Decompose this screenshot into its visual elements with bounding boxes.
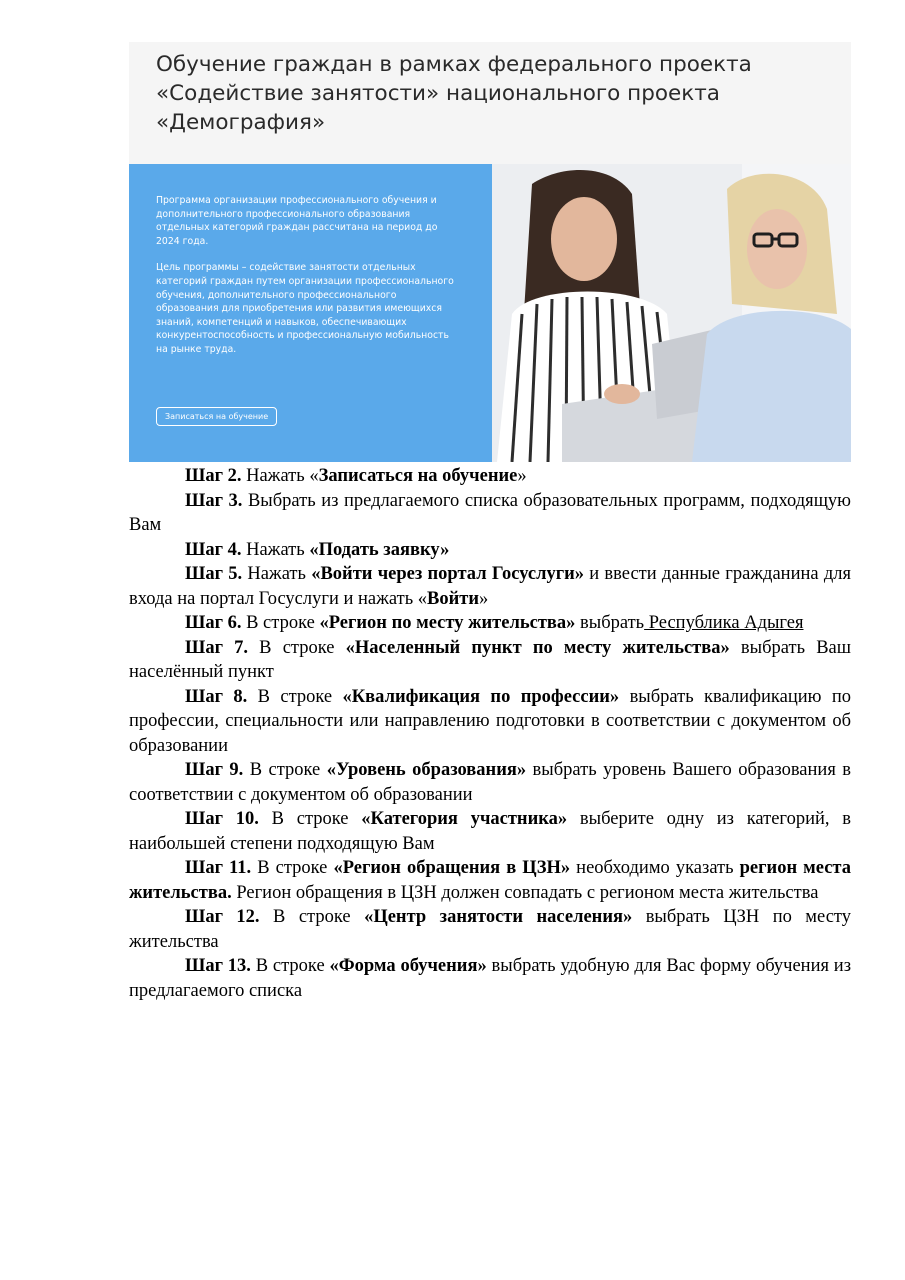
program-goal: Цель программы – содействие занятости отдельных категорий граждан путем организации профессионального обучения, дополнительного профессионального образования для приобретения или развития имеющихся знаний, компетенций и навыков, обеспечивающих конкурентоспособность и профессиональную мобильность на рынке труда. xyxy=(156,262,454,355)
photo-illustration xyxy=(492,164,851,462)
info-panel xyxy=(129,164,492,462)
photo-two-women-laptop xyxy=(492,164,851,462)
steps-list xyxy=(129,464,851,1003)
program-description: Программа организации профессионального обучения и дополнительного профессионального образования отдельных категорий граждан рассчитана на период до 2024 года. xyxy=(156,195,438,247)
step-13: Шаг 13. В строке «Форма обучения» выбрать удобную для Вас форму обучения из предлагаемого списка xyxy=(129,956,852,1001)
step-9: Шаг 9. В строке «Уровень образования» выбрать уровень Вашего образования в соответствии с документом об образовании xyxy=(129,760,851,805)
step-11: Шаг 11. В строке «Регион обращения в ЦЗН» необходимо указать регион места жительства. Регион обращения в ЦЗН должен совпадать с регионом места жительства xyxy=(129,858,851,903)
step-4: Шаг 4. Нажать «Подать заявку» xyxy=(185,539,450,560)
step-12: Шаг 12. В строке «Центр занятости населения» выбрать ЦЗН по месту жительства xyxy=(129,907,851,952)
banner xyxy=(129,42,851,462)
step-3: Шаг 3. Выбрать из предлагаемого списка образовательных программ, подходящую Вам xyxy=(129,490,852,535)
step-6: Шаг 6. В строке «Регион по месту жительства» выбрать Республика Адыгея xyxy=(185,613,804,633)
region-value: Республика Адыгея xyxy=(644,613,804,633)
step-7: Шаг 7. В строке «Населенный пункт по месту жительства» выбрать Ваш населённый пункт xyxy=(129,637,851,682)
step-8: Шаг 8. В строке «Квалификация по профессии» выбрать квалификацию по профессии, специальности или направлению подготовки в соответствии с документом об образовании xyxy=(129,686,851,756)
info-text xyxy=(156,194,461,370)
step-2: Шаг 2. Нажать «Записаться на обучение» xyxy=(185,466,527,486)
enroll-button[interactable]: Записаться на обучение xyxy=(156,407,277,426)
banner-title: Обучение граждан в рамках федерального проекта «Содействие занятости» национального проекта «Демография» xyxy=(156,52,752,135)
step-10: Шаг 10. В строке «Категория участника» выберите одну из категорий, в наибольшей степени подходящую Вам xyxy=(129,809,851,854)
step-5: Шаг 5. Нажать «Войти через портал Госуслуги» и ввести данные гражданина для входа на портал Госуслуги и нажать «Войти» xyxy=(129,564,851,609)
